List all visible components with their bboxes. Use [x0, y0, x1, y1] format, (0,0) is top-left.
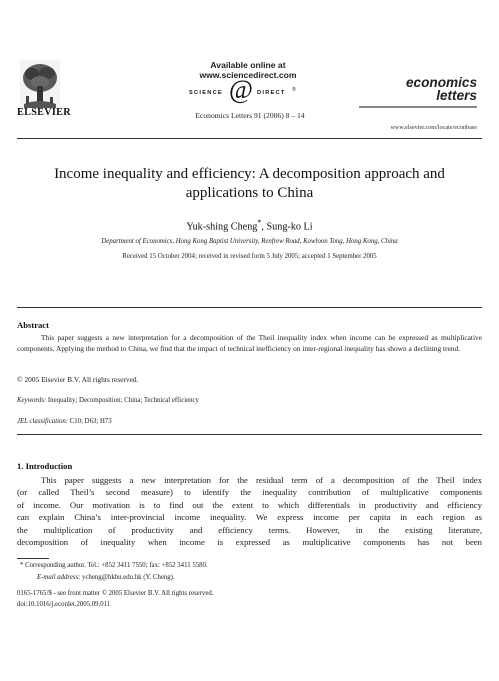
keywords-list: Inequality; Decomposition; China; Technical efficiency — [46, 397, 199, 404]
journal-logo — [406, 76, 477, 102]
journal-url[interactable]: www.elsevier.com/locate/econbase — [390, 124, 477, 131]
email-address[interactable]: ycheng@hkbu.edu.hk (Y. Cheng). — [80, 574, 175, 581]
body-line: can explain China’s inter-provincial income inequality. We express income per capita in each region as — [17, 512, 482, 523]
body-line: This paper suggests a new interpretation for the residual term of a decomposition of the Theil index — [41, 475, 482, 485]
sciencedirect-logo — [179, 75, 319, 108]
author-name: Sung-ko Li — [266, 221, 313, 233]
body-line: decomposition of inequality when income is expressed as multiplicative components has not been — [17, 537, 482, 548]
footnote-contact — [20, 562, 208, 569]
journal-logo-rule — [359, 106, 477, 108]
abstract-top-divider — [17, 307, 482, 308]
journal-citation: Economics Letters 91 (2006) 8 – 14 — [195, 111, 305, 120]
abstract-heading: Abstract — [17, 320, 49, 330]
article-history-dates: Received 15 October 2004; received in revised form 5 July 2005; accepted 1 September 2005 — [122, 253, 377, 260]
footnote-email — [37, 574, 175, 581]
jel-codes: C10; D63; H73 — [68, 418, 112, 425]
author-name: Yuk-shing Cheng — [186, 221, 258, 233]
registered-mark: ® — [292, 87, 296, 93]
author-affiliation: Department of Economics, Hong Kong Baptist University, Renfrew Road, Kowloon Tong, Hong Kong, China — [101, 238, 398, 245]
keywords — [17, 397, 199, 404]
available-online-text: Available online at www.sciencedirect.com — [199, 60, 297, 80]
article-title — [18, 165, 481, 203]
abstract-copyright: © 2005 Elsevier B.V. All rights reserved. — [17, 375, 139, 384]
journal-name-line1: economics — [405, 75, 477, 90]
introduction-body — [17, 474, 482, 548]
issn-line: 0165-1765/$ - see front matter © 2005 Elsevier B.V. All rights reserved. — [17, 590, 214, 597]
doi-link[interactable]: doi:10.1016/j.econlet.2005.09.011 — [17, 601, 111, 608]
corresponding-author-mark[interactable]: * — [257, 218, 262, 227]
title-line-2: applications to China — [185, 185, 314, 201]
author-list — [18, 218, 481, 232]
publisher-logo-text: ELSEVIER — [17, 107, 71, 118]
sd-at-icon: @ — [229, 75, 253, 104]
body-line: the multiplication of productivity and efficiency terms. However, in the existing literature, — [17, 524, 482, 535]
footnote-mark: * — [20, 562, 24, 569]
title-line-1: Income inequality and efficiency: A decomposition approach and — [54, 166, 445, 182]
elsevier-tree-icon — [20, 60, 60, 108]
footnote-contact-text: Corresponding author. Tel.: +852 3411 7550; fax: +852 3411 5580. — [23, 562, 208, 569]
keywords-label: Keywords: — [17, 397, 47, 404]
jel-classification — [17, 418, 112, 425]
sd-right-text: DIRECT — [257, 90, 286, 96]
abstract-bottom-divider — [17, 434, 482, 435]
body-line: of income. Our motivation is to find out the extent to which differentials in productivity and efficiency — [17, 499, 482, 510]
abstract-body — [17, 333, 482, 354]
email-label: E-mail address: — [37, 574, 81, 581]
footnote-rule — [17, 558, 49, 559]
journal-name-line2: letters — [436, 88, 477, 103]
section-heading: 1. Introduction — [17, 461, 73, 471]
jel-label: JEL classification: — [17, 418, 69, 425]
abstract-text: This paper suggests a new interpretation for a decomposition of the Theil inequality index when income can be expressed as multiplicative components. Applying the method to China, we find that the impact of technical inefficiency on inter-regional inequality has shown a declining trend. — [17, 333, 482, 353]
body-line: (or called Theil’s second measure) to identify the inequality contribution of multiplicative components — [17, 487, 482, 498]
header-divider — [17, 138, 482, 139]
sd-left-text: SCIENCE — [189, 90, 223, 96]
author-separator: , — [261, 221, 267, 233]
